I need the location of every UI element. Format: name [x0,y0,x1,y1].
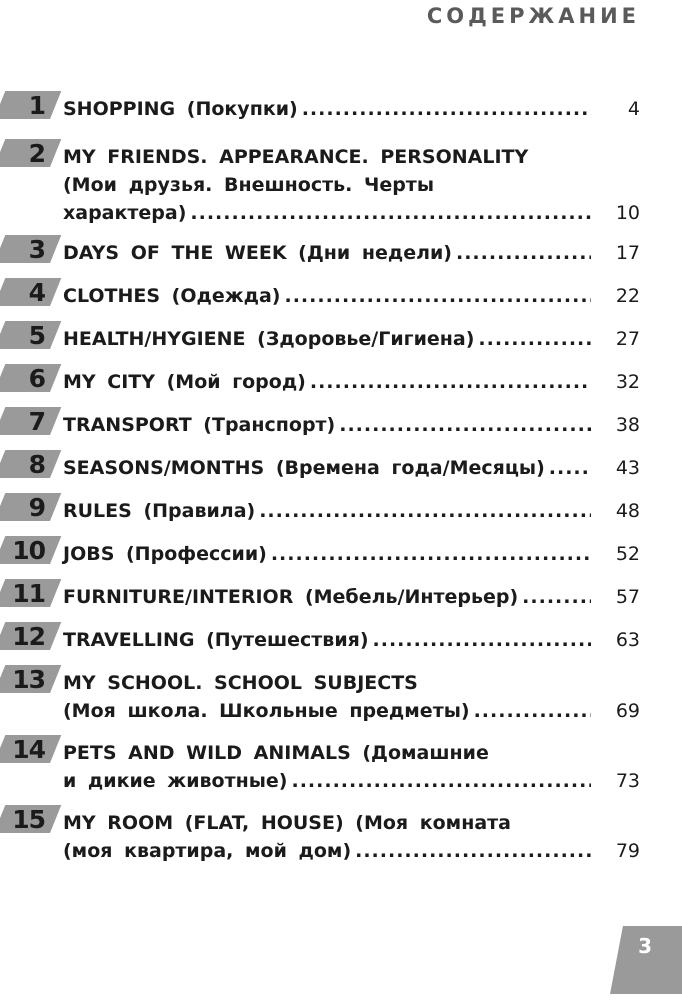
chapter-page-number: 57 [615,586,640,608]
chapter-number: 2 [28,139,45,168]
chapter-number: 7 [28,407,45,436]
chapter-page-number: 32 [615,371,640,393]
chapter-page-number: 17 [615,242,640,264]
chapter-number: 15 [12,805,45,834]
chapter-title-line: TRAVELLING (Путешествия) [63,629,369,651]
leader-dots [302,95,591,123]
chapter-title-line: MY CITY (Мой город) [63,371,306,393]
chapter-title [63,143,591,227]
chapter-title-line: RULES (Правила) [63,500,256,522]
leader-dots [190,199,591,227]
chapter-title [63,282,591,310]
chapter-title [63,497,591,525]
page-title: СОДЕРЖАНИЕ [426,4,640,28]
chapter-title-line: MY ROOM (FLAT, HOUSE) (Моя комната [63,812,511,834]
chapter-page-number: 10 [615,202,640,224]
chapter-title-line: CLOTHES (Одежда) [63,285,281,307]
chapter-page-number: 52 [615,543,640,565]
chapter-number: 8 [28,450,45,479]
chapter-title-line: (Моя школа. Школьные предметы) [63,700,470,722]
chapter-title [63,809,591,865]
leader-dots [474,697,591,725]
chapter-page-number: 73 [615,770,640,792]
chapter-number: 12 [12,622,45,651]
leader-dots [285,282,592,310]
chapter-title-line: JOBS (Профессии) [63,543,267,565]
leader-dots [456,239,591,267]
leader-dots [478,325,591,353]
chapter-page-number: 63 [615,629,640,651]
chapter-title-line: MY FRIENDS. APPEARANCE. PERSONALITY [63,146,529,168]
chapter-title [63,325,591,353]
chapter-page-number: 38 [615,414,640,436]
leader-dots [522,583,591,611]
chapter-title [63,739,591,795]
chapter-page-number: 48 [615,500,640,522]
chapter-number: 14 [12,735,45,764]
leader-dots [373,626,591,654]
chapter-number: 6 [28,364,45,393]
leader-dots [310,368,591,396]
chapter-number: 9 [28,493,45,522]
chapter-page-number: 22 [615,285,640,307]
chapter-number: 10 [12,536,45,565]
leader-dots [259,497,591,525]
chapter-title-line: PETS AND WILD ANIMALS (Домашние [63,742,489,764]
leader-dots [271,540,591,568]
chapter-title-line: характера) [63,202,187,224]
chapter-title [63,626,591,654]
leader-dots [549,454,591,482]
chapter-number: 5 [28,321,45,350]
chapter-title [63,669,591,725]
chapter-title-line: (моя квартира, мой дом) [63,840,352,862]
chapter-title-line: FURNITURE/INTERIOR (Мебель/Интерьер) [63,586,519,608]
leader-dots [355,837,591,865]
leader-dots [291,767,591,795]
chapter-title [63,95,591,123]
chapter-number: 1 [28,91,45,120]
chapter-number: 4 [28,278,45,307]
chapter-title-line: HEALTH/HYGIENE (Здоровье/Гигиена) [63,328,475,350]
chapter-number: 3 [28,235,45,264]
chapter-title-line: и дикие животные) [63,770,288,792]
chapter-title [63,368,591,396]
chapter-title-line: DAYS OF THE WEEK (Дни недели) [63,242,452,264]
chapter-title [63,411,591,439]
chapter-title-line: TRANSPORT (Транспорт) [63,414,336,436]
chapter-title-line: SHOPPING (Покупки) [63,98,298,120]
chapter-title-line: MY SCHOOL. SCHOOL SUBJECTS [63,672,418,694]
chapter-title [63,454,591,482]
chapter-page-number: 69 [615,700,640,722]
chapter-page-number: 27 [615,328,640,350]
page-number: 3 [638,934,652,958]
chapter-page-number: 79 [615,840,640,862]
chapter-number: 13 [12,665,45,694]
chapter-title [63,540,591,568]
chapter-title-line: (Мои друзья. Внешность. Черты [63,174,434,196]
leader-dots [339,411,591,439]
chapter-page-number: 4 [627,98,640,120]
chapter-title [63,583,591,611]
chapter-number: 11 [12,579,45,608]
chapter-page-number: 43 [615,457,640,479]
chapter-title-line: SEASONS/MONTHS (Времена года/Месяцы) [63,457,545,479]
chapter-title [63,239,591,267]
